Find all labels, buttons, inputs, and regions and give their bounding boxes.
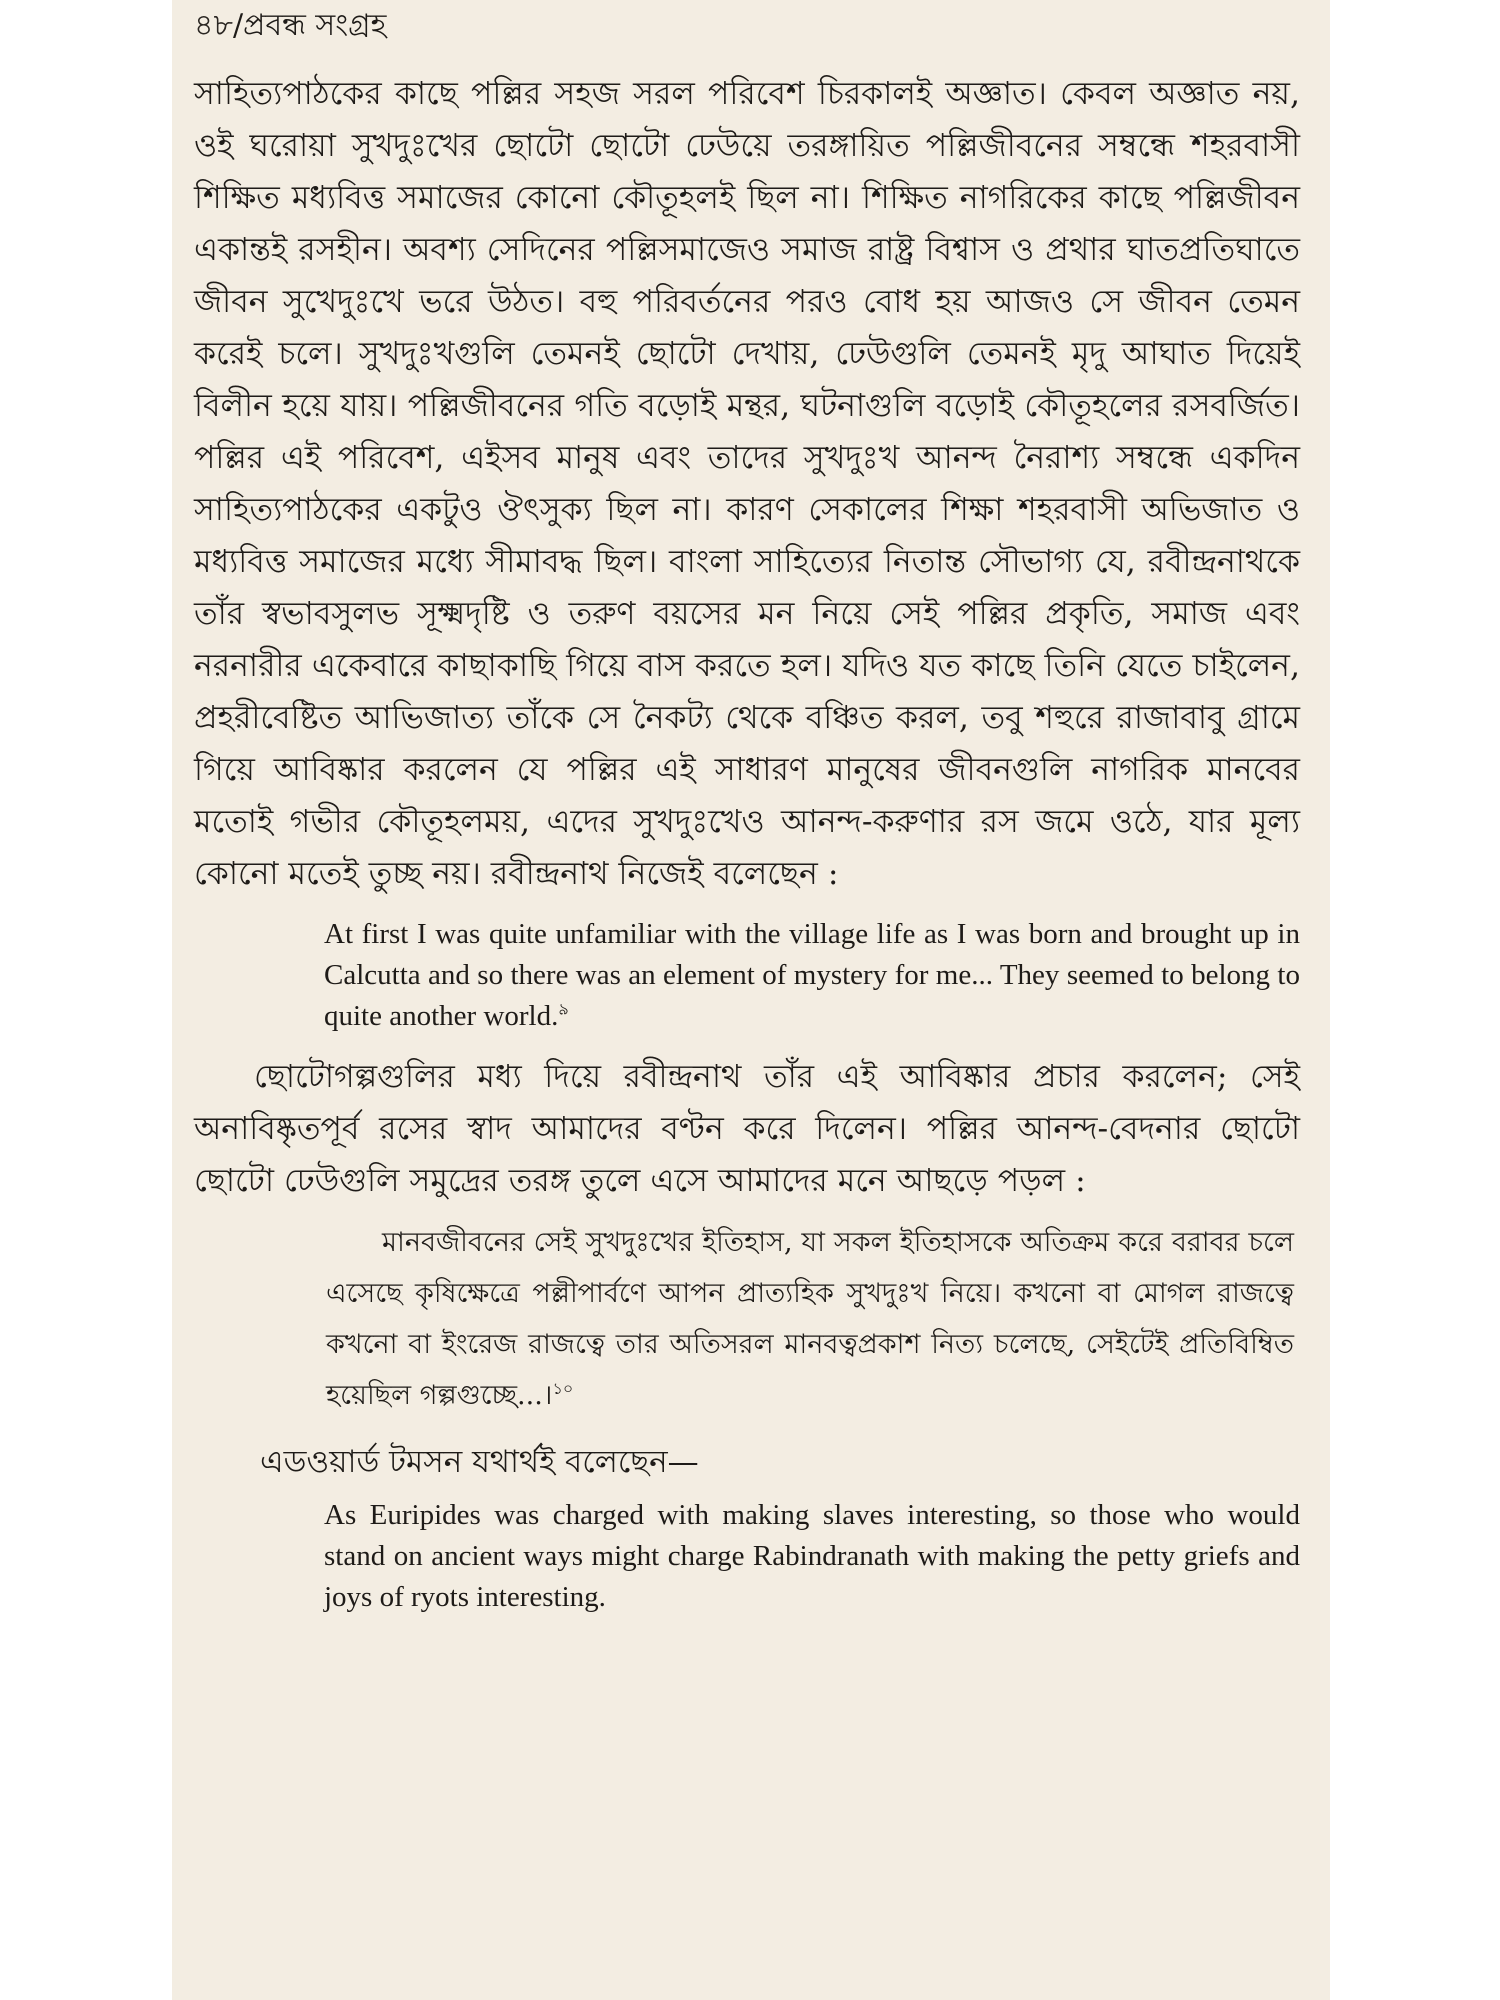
- block-quote-bengali: [326, 1217, 1294, 1421]
- block-quote-english-1: [324, 914, 1300, 1037]
- quote-text: As Euripides was charged with making slaves interesting, so those who would stand on ancient ways might charge Rabindranath with making the petty griefs and joys of ryots interesting.: [324, 1499, 1300, 1613]
- footnote-marker: ১০: [552, 1379, 574, 1398]
- body-paragraph-1: সাহিত্যপাঠকের কাছে পল্লির সহজ সরল পরিবেশ চিরকালই অজ্ঞাত। কেবল অজ্ঞাত নয়, ওই ঘরোয়া সুখদুঃখের ছোটো ছোটো ঢেউয়ে তরঙ্গায়িত পল্লিজীবনের সম্বন্ধে শহরবাসী শিক্ষিত মধ্যবিত্ত সমাজের কোনো কৌতূহলই ছিল না। শিক্ষিত নাগরিকের কাছে পল্লিজীবন একান্তই রসহীন। অবশ্য সেদিনের পল্লিসমাজেও সমাজ রাষ্ট্র বিশ্বাস ও প্রথার ঘাতপ্রতিঘাতে জীবন সুখেদুঃখে ভরে উঠত। বহু পরিবর্তনের পরও বোধ হয় আজও সে জীবন তেমন করেই চলে। সুখদুঃখগুলি তেমনই ছোটো দেখায়, ঢেউগুলি তেমনই মৃদু আঘাত দিয়েই বিলীন হয়ে যায়। পল্লিজীবনের গতি বড়োই মন্থর, ঘটনাগুলি বড়োই কৌতূহলের রসবর্জিত। পল্লির এই পরিবেশ, এইসব মানুষ এবং তাদের সুখদুঃখ আনন্দ নৈরাশ্য সম্বন্ধে একদিন সাহিত্যপাঠকের একটুও ঔৎসুক্য ছিল না। কারণ সেকালের শিক্ষা শহরবাসী অভিজাত ও মধ্যবিত্ত সমাজের মধ্যে সীমাবদ্ধ ছিল। বাংলা সাহিত্যের নিতান্ত সৌভাগ্য যে, রবীন্দ্রনাথকে তাঁর স্বভাবসুলভ সূক্ষ্মদৃষ্টি ও তরুণ বয়সের মন নিয়ে সেই পল্লির প্রকৃতি, সমাজ এবং নরনারীর একেবারে কাছাকাছি গিয়ে বাস করতে হল। যদিও যত কাছে তিনি যেতে চাইলেন, প্রহরীবেষ্টিত আভিজাত্য তাঁকে সে নৈকট্য থেকে বঞ্চিত করল, তবু শহুরে রাজাবাবু গ্রামে গিয়ে আবিষ্কার করলেন যে পল্লির এই সাধারণ মানুষের জীবনগুলি নাগরিক মানবের মতোই গভীর কৌতূহলময়, এদের সুখদুঃখেও আনন্দ-করুণার রস জমে ওঠে, যার মূল্য কোনো মতেই তুচ্ছ নয়। রবীন্দ্রনাথ নিজেই বলেছেন :: [194, 76, 1300, 892]
- book-title: প্রবন্ধ সংগ্রহ: [243, 8, 387, 43]
- header-separator: /: [232, 8, 244, 43]
- page-header: [194, 6, 1300, 50]
- block-quote-english-2: [324, 1495, 1300, 1618]
- quote-text: At first I was quite unfamiliar with the village life as I was born and brought up in Calcutta and so there was an element of mystery for me... They seemed to belong to quite another world.: [324, 918, 1300, 1032]
- book-page: [172, 0, 1330, 2000]
- page-number: ৪৮: [194, 8, 233, 43]
- footnote-marker: ৯: [558, 1001, 569, 1019]
- quote-text: মানবজীবনের সেই সুখদুঃখের ইতিহাস, যা সকল ইতিহাসকে অতিক্রম করে বরাবর চলে এসেছে কৃষিক্ষেত্রে পল্লীপার্বণে আপন প্রাত্যহিক সুখদুঃখ নিয়ে। কখনো বা মোগল রাজত্বে কখনো বা ইংরেজ রাজত্বে তার অতিসরল মানবত্বপ্রকাশ নিত্য চলেছে, সেইটেই প্রতিবিম্বিত হয়েছিল গল্পগুচ্ছে...।: [326, 1227, 1294, 1411]
- body-paragraph-2: ছোটোগল্পগুলির মধ্য দিয়ে রবীন্দ্রনাথ তাঁর এই আবিষ্কার প্রচার করলেন; সেই অনাবিষ্কৃতপূর্ব রসের স্বাদ আমাদের বণ্টন করে দিলেন। পল্লির আনন্দ-বেদনার ছোটো ছোটো ঢেউগুলি সমুদ্রের তরঙ্গ তুলে এসে আমাদের মনে আছড়ে পড়ল :: [194, 1059, 1300, 1199]
- quote-intro-line: এডওয়ার্ড টমসন যথার্থই বলেছেন—: [260, 1444, 699, 1480]
